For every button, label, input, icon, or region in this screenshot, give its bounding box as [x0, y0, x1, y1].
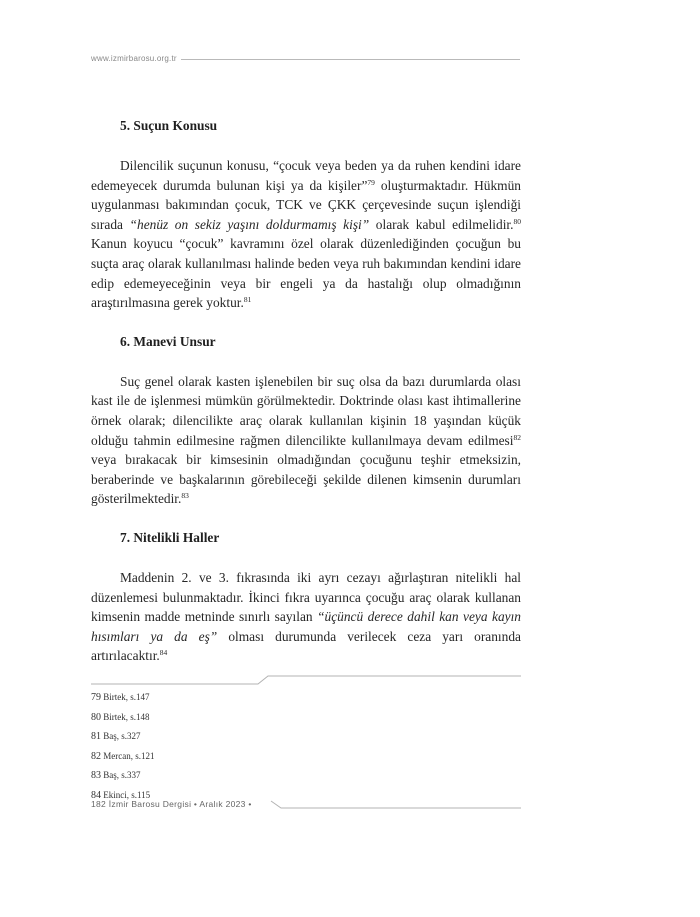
footnote-ref[interactable]: 81 — [243, 295, 252, 305]
footnote-text: Mercan, s.121 — [101, 750, 155, 761]
footnote-ref[interactable]: 83 — [181, 491, 189, 501]
section-paragraph — [91, 568, 521, 666]
section-title: 6. Manevi Unsur — [120, 333, 216, 349]
paragraph-text: olması durumunda verilecek ceza yarı oranında artırılacaktır. — [91, 628, 521, 664]
footnote-item — [91, 727, 391, 747]
footnote-text: Ekinci, s.115 — [101, 789, 151, 800]
header-rule — [177, 59, 520, 60]
footnote-item — [91, 708, 391, 728]
italic-quote: “henüz on sekiz yaşını doldurmamış kişi” — [129, 216, 370, 232]
paragraph-text: veya bırakacak bir kimsesinin olmadığından çocuğunu teşhir etmeksizin, beraberinde ve başkalarının görebileceği şekilde dilenen kimsenin durumları gösterilmektedir. — [91, 452, 521, 507]
page-header — [91, 53, 520, 67]
footnote-number: 82 — [91, 750, 101, 762]
page-footer — [91, 798, 521, 812]
footnote-ref[interactable]: 79 — [367, 177, 375, 187]
section-title: 5. Suçun Konusu — [120, 118, 218, 133]
footnote-text: Birtek, s.148 — [101, 711, 150, 722]
footnote-ref[interactable]: 80 — [513, 216, 521, 226]
footnote-item — [91, 747, 391, 767]
footer-text: 182 İzmir Barosu Dergisi • Aralık 2023 • — [91, 799, 252, 809]
paragraph-text: Maddenin 2. ve 3. fıkrasında iki ayrı cezayı ağırlaştıran nitelikli hal düzenlemesi bulunmaktadır. İkinci fıkra uyarınca çocuğu araç olarak kullanan kimsenin madde metninde sınırlı sayılan — [91, 569, 521, 625]
footnote-text: Baş, s.337 — [101, 770, 141, 781]
paragraph-text: Suç genel olarak kasten işlenebilen bir suç olsa da bazı durumlarda olası kast ile de işlenmesi mümkün görülmektedir. Doktrinde olası kast ihtimallerine örnek olarak; dilencilikte araç olarak kullanılan kişinin 18 yaşından küçük olduğu tahmin edilmesine rağmen dilencilikte kullanılmaya devam edilmesi — [91, 373, 521, 448]
article-body — [91, 116, 521, 666]
paragraph-text: Kanun koyucu “çocuk” kavramını özel olarak düzenlediğinden çocuğun bu suçta araç olarak kullanılması halinde beden veya ruh bakımından kendini idare edip edemeyeceğinin veya bir engeli ya da hastalığı olup olmadığının araştırılmasına gerek yoktur. — [91, 236, 521, 311]
footnote-number: 83 — [91, 770, 101, 782]
footnote-number: 81 — [91, 731, 101, 743]
footnote-separator — [91, 674, 521, 686]
paragraph-text: Dilencilik suçunun konusu, “çocuk veya beden ya da ruhen kendini idare edemeyecek durumda bulunan kişi ya da kişiler” — [91, 158, 521, 193]
footnote-text: Birtek, s.147 — [101, 692, 150, 702]
footnote-ref[interactable]: 84 — [159, 648, 168, 658]
paragraph-text: oluşturmaktadır. Hükmün uygulanması bakımından çocuk, TCK ve ÇKK çerçevesinde suçun işlendiği sırada — [91, 177, 521, 232]
footnote-item — [91, 688, 391, 708]
footnote-number: 84 — [91, 789, 101, 801]
footnote-number: 80 — [91, 711, 101, 723]
footnote-number: 79 — [91, 692, 101, 703]
italic-quote: “üçüncü derece dahil kan veya kayın hısımları ya da eş” — [91, 609, 521, 644]
footnote-text: Baş, s.327 — [101, 731, 141, 742]
paragraph-text: olarak kabul edilmelidir. — [369, 216, 514, 232]
section-title: 7. Nitelikli Haller — [120, 529, 220, 545]
section-paragraph — [91, 372, 521, 509]
footnote-item — [91, 766, 391, 786]
footnote-list — [91, 688, 391, 806]
footnote-ref[interactable]: 82 — [513, 432, 521, 442]
header-url: www.izmirbarosu.org.tr — [91, 53, 181, 65]
section-paragraph — [91, 156, 521, 313]
